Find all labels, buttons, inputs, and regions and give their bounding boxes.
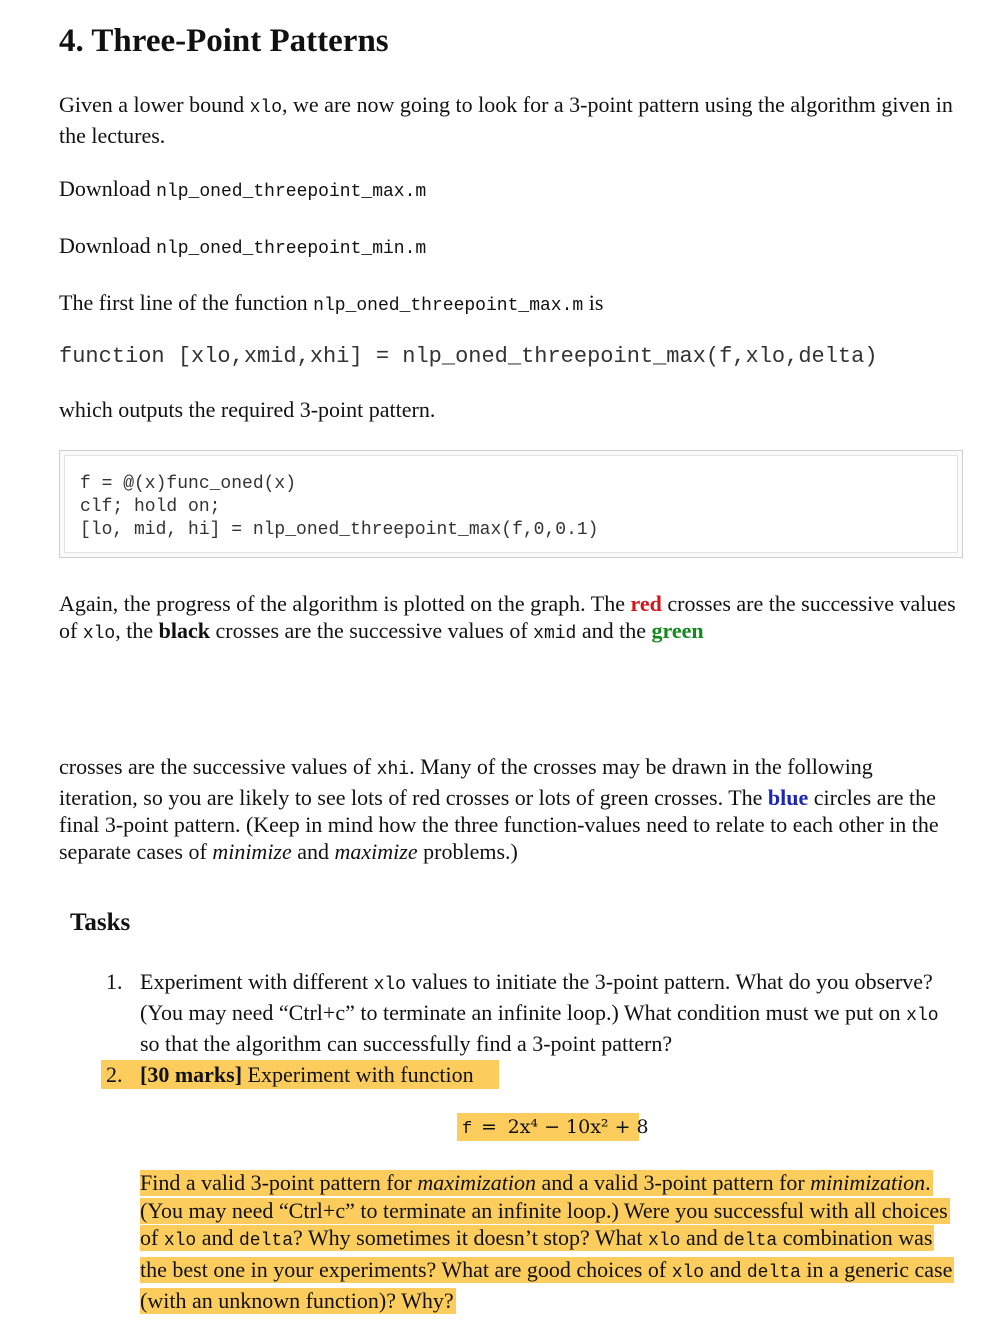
code-xmid: xmid	[533, 624, 577, 644]
progress-text: and the	[576, 618, 652, 643]
red-label: red	[630, 591, 662, 616]
continuation-text: crosses are the successive values of	[59, 754, 377, 779]
download-min[interactable]	[59, 232, 426, 263]
task-2-span: combination was the best one in your experiments? What are good choices of	[140, 1225, 933, 1282]
first-line-text: The first line of the function	[59, 290, 314, 315]
code-line: clf; hold on;	[80, 497, 221, 517]
formula-var: f	[462, 1120, 473, 1139]
minimize-term: minimize	[212, 839, 292, 864]
intro-text-2: , we are now going to look for a 3-point pattern using the algorithm given in the lectures.	[59, 92, 953, 148]
progress-text: crosses are the successive values of	[209, 618, 534, 643]
formula-equals: =	[480, 1116, 497, 1138]
formula	[457, 1113, 649, 1141]
download-max-link[interactable]: nlp_oned_threepoint_max.m	[156, 182, 427, 202]
progress-text: , the	[115, 618, 159, 643]
first-line-paragraph	[59, 289, 603, 320]
green-label: green	[651, 618, 704, 643]
download-label[interactable]: Download	[59, 233, 157, 258]
progress-paragraph	[59, 590, 959, 648]
task-2-paragraph	[140, 1169, 955, 1315]
task-2-span: ? Why sometimes it doesn’t stop? What	[293, 1225, 649, 1250]
task-2-highlighted-text	[140, 1170, 954, 1314]
task-2-span: Find a valid 3-point pattern for	[140, 1170, 418, 1195]
black-label: black	[158, 618, 210, 643]
code-line: f = @(x)func_oned(x)	[80, 474, 297, 494]
continuation-text: and	[291, 839, 335, 864]
code-xlo: xlo	[373, 975, 406, 995]
progress-text: Again, the progress of the algorithm is plotted on the graph. The	[59, 591, 631, 616]
function-signature: function [xlo,xmid,xhi] = nlp_oned_threepoint_max(f,xlo,delta)	[59, 344, 878, 369]
task-2-span: in a generic case (with an unknown function)? Why?	[140, 1256, 953, 1313]
task-2-span: and a valid 3-point pattern for	[535, 1170, 811, 1195]
outputs-paragraph: which outputs the required 3-point pattern.	[59, 397, 436, 422]
code-xlo: xlo	[249, 98, 283, 118]
blue-label: blue	[767, 785, 809, 810]
code-line: [lo, mid, hi] = nlp_oned_threepoint_max(f,0,0.1)	[80, 520, 599, 540]
code-delta: delta	[746, 1262, 801, 1283]
continuation-text: problems.)	[417, 839, 518, 864]
download-min-link[interactable]: nlp_oned_threepoint_min.m	[156, 239, 427, 259]
code-delta: delta	[723, 1231, 778, 1251]
download-label[interactable]: Download	[59, 176, 157, 201]
code-xlo: xlo	[648, 1231, 681, 1251]
maximization-term: maximization	[417, 1170, 536, 1195]
first-line-text-2: is	[583, 290, 604, 315]
code-xlo: xlo	[82, 624, 116, 644]
continuation-text: circles are the final 3-point pattern. (Keep in mind how the three function-values need to relate to each other in the separate cases of	[59, 785, 939, 864]
task-2-span: Experiment with function	[242, 1062, 474, 1087]
task-2-span: and	[196, 1225, 239, 1250]
task-2-heading	[140, 1061, 474, 1088]
page-title: 4. Three-Point Patterns	[59, 23, 389, 59]
intro-text: Given a lower bound	[59, 92, 250, 117]
maximize-term: maximize	[334, 839, 418, 864]
progress-text: crosses are the successive values of	[59, 591, 956, 643]
minimization-term: minimization	[810, 1170, 926, 1195]
code-filename: nlp_oned_threepoint_max.m	[313, 296, 584, 316]
task-2-number: 2.	[106, 1062, 123, 1087]
task-2-span: and	[704, 1256, 747, 1282]
code-xlo: xlo	[906, 1006, 939, 1026]
download-max[interactable]	[59, 175, 426, 206]
code-xlo: xlo	[671, 1262, 705, 1283]
continuation-text: . Many of the crosses may be drawn in the following iteration, so you are likely to see lots of red crosses or lots of green crosses. The	[59, 754, 873, 810]
tasks-heading: Tasks	[70, 909, 131, 936]
continuation-paragraph	[59, 753, 949, 865]
code-xhi: xhi	[376, 760, 410, 780]
task-1-number: 1.	[106, 969, 123, 994]
code-xlo: xlo	[163, 1231, 197, 1251]
task-2-span: and	[680, 1225, 724, 1250]
task-2-span: . (You may need “Ctrl+c” to terminate an infinite loop.) Were you successful with all choices of	[140, 1170, 948, 1250]
intro-paragraph	[59, 91, 959, 149]
marks-label: [30 marks]	[140, 1062, 243, 1087]
code-delta: delta	[239, 1231, 294, 1251]
task-1-span: so that the algorithm can successfully find a 3-point pattern?	[140, 1031, 673, 1056]
task-1-text	[140, 968, 955, 1057]
formula-expression: 2x⁴ − 10x² + 8	[507, 1116, 649, 1138]
task-1-span: Experiment with different	[140, 969, 374, 994]
code-box	[59, 450, 963, 558]
task-1-span: values to initiate the 3-point pattern. What do you observe? (You may need “Ctrl+c” to terminate an infinite loop.) What condition must we put on	[140, 969, 933, 1025]
